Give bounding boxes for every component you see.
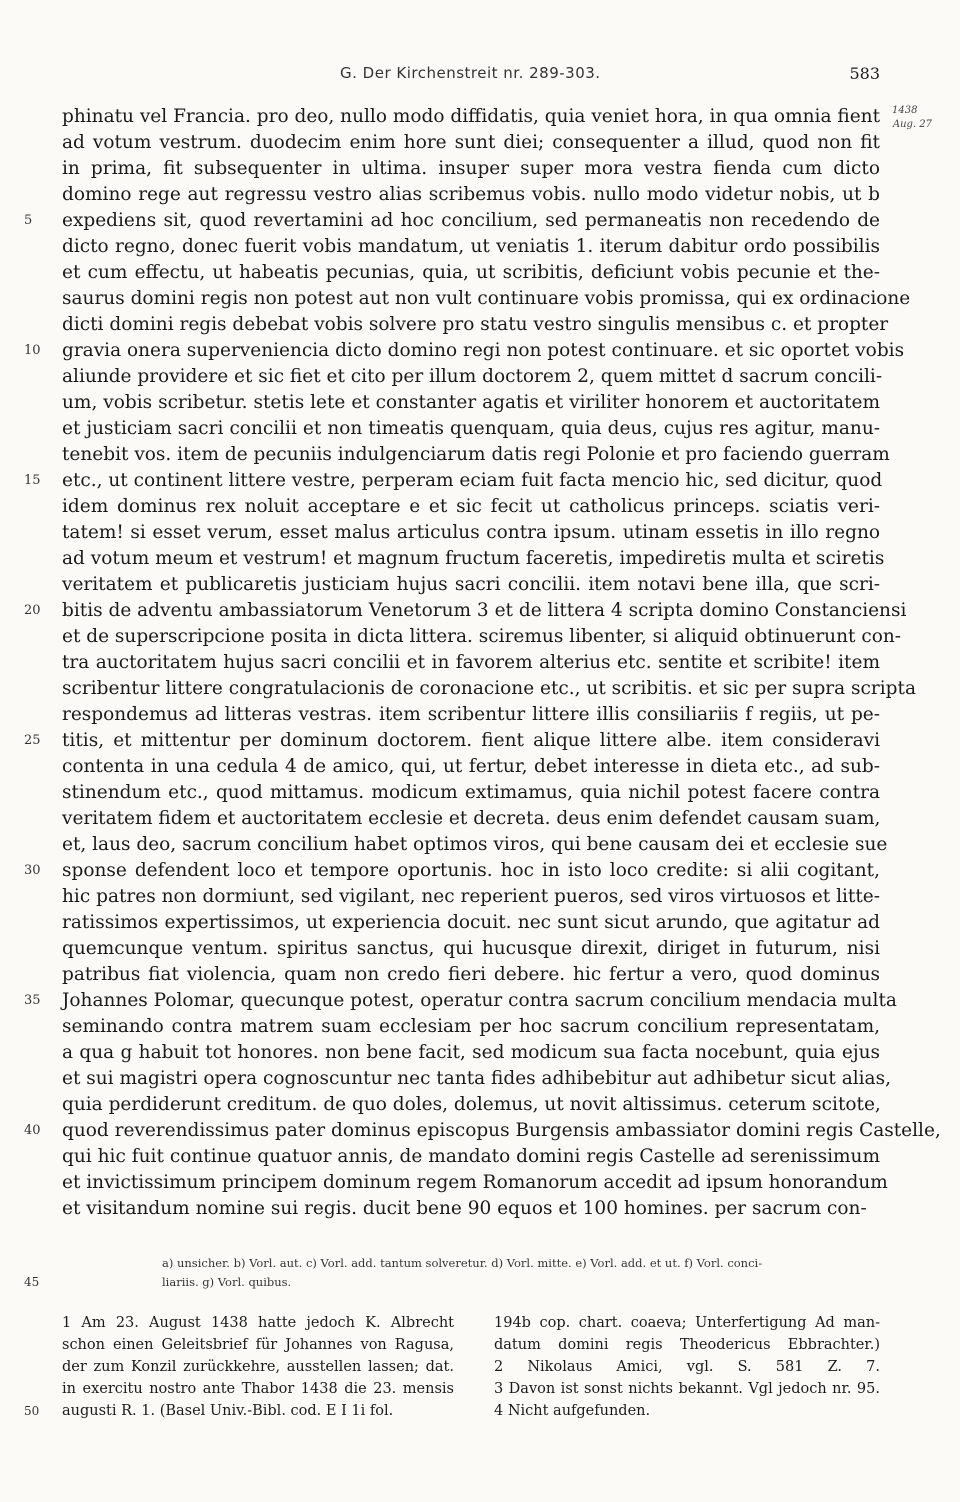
body-line xyxy=(62,494,880,520)
body-line xyxy=(62,104,880,130)
body-text: idem dominus rex noluit acceptare e et sic fecit ut catholicus princeps. sciatis veri- xyxy=(62,496,880,517)
body-line xyxy=(62,286,911,312)
footnote-line xyxy=(494,1378,880,1400)
body-line xyxy=(24,208,880,234)
body-line xyxy=(62,676,916,702)
footnote-text: der zum Konzil zurückkehre, ausstellen lassen; dat. xyxy=(62,1359,454,1375)
body-text: saurus domini regis non potest aut non vult continuare vobis promissa, qui ex ordinacione xyxy=(62,288,911,309)
body-line xyxy=(62,572,880,598)
line-number: 45 xyxy=(24,1275,40,1289)
body-line xyxy=(62,260,880,286)
footnotes-left-column xyxy=(24,1312,454,1422)
body-line xyxy=(62,390,880,416)
page-number: 583 xyxy=(849,64,880,83)
footnote-text: 1 Am 23. August 1438 hatte jedoch K. Albrecht xyxy=(62,1315,454,1331)
footnote-text: augusti R. 1. (Basel Univ.-Bibl. cod. E I 1i fol. xyxy=(62,1403,394,1419)
body-text: stinendum etc., quod mittamus. modicum extimamus, quia nichil potest facere contra xyxy=(62,782,880,803)
body-text: a qua g habuit tot honores. non bene facit, sed modicum sua facta nocebunt, quia ejus xyxy=(62,1042,880,1063)
body-text: dicto regno, donec fuerit vobis mandatum, ut veniatis 1. iterum dabitur ordo possibilis xyxy=(62,236,880,257)
body-line xyxy=(62,416,880,442)
line-number: 15 xyxy=(24,473,41,488)
footnote-line xyxy=(62,1378,454,1400)
body-text: qui hic fuit continue quatuor annis, de mandato domini regis Castelle ad serenissimum xyxy=(62,1146,880,1167)
footnote-line xyxy=(494,1356,880,1378)
margin-day: Aug. 27 xyxy=(892,119,932,130)
running-title: G. Der Kirchenstreit nr. 289-303. xyxy=(340,64,601,82)
body-text: titis, et mittentur per dominum doctorem. fient alique littere albe. item consideravi xyxy=(62,730,880,751)
body-line xyxy=(62,936,880,962)
body-text: domino rege aut regressu vestro alias scribemus vobis. nullo modo videtur nobis, ut b xyxy=(62,184,880,205)
body-line xyxy=(62,130,880,156)
footnote-line xyxy=(62,1312,454,1334)
footnotes-right-column xyxy=(494,1312,880,1422)
apparatus-text: liariis. g) Vorl. quibus. xyxy=(162,1275,292,1289)
body-line xyxy=(24,598,907,624)
line-number: 40 xyxy=(24,1123,41,1138)
line-number: 50 xyxy=(24,1404,40,1418)
footnote-line xyxy=(494,1312,880,1334)
body-line xyxy=(62,624,901,650)
body-line xyxy=(62,806,880,832)
body-text: ad votum meum et vestrum! et magnum fructum faceretis, impediretis multa et sciretis xyxy=(62,548,885,569)
line-number: 5 xyxy=(24,213,33,228)
body-text: veritatem et publicaretis justiciam hujus sacri concilii. item notavi bene illa, que scri- xyxy=(62,574,880,595)
body-line xyxy=(62,312,889,338)
body-line xyxy=(24,728,880,754)
body-line xyxy=(62,910,880,936)
body-line xyxy=(62,962,880,988)
body-line xyxy=(62,1040,880,1066)
body-text: respondemus ad litteras vestras. item scribentur littere illis consiliariis f regiis, ut pe- xyxy=(62,704,880,725)
body-line xyxy=(62,832,888,858)
body-text: et invictissimum principem dominum regem Romanorum accedit ad ipsum honorandum xyxy=(62,1172,888,1193)
line-number: 35 xyxy=(24,993,41,1008)
footnote-text: in exercitu nostro ante Thabor 1438 die 23. mensis xyxy=(62,1381,454,1397)
body-text: contenta in una cedula 4 de amico, qui, ut fertur, debet interesse in dieta etc., ad sub- xyxy=(62,756,880,777)
body-text: aliunde providere et sic fiet et cito per illum doctorem 2, quem mittet d sacrum concili- xyxy=(62,366,883,387)
margin-year: 1438 xyxy=(892,105,918,116)
body-line xyxy=(62,780,880,806)
body-text: bitis de adventu ambassiatorum Venetorum 3 et de littera 4 scripta domino Constanciensi xyxy=(62,600,907,621)
body-line xyxy=(62,1066,891,1092)
body-line xyxy=(24,988,897,1014)
body-text: et justiciam sacri concilii et non timeatis quenquam, quia deus, cujus res agitur, manu- xyxy=(62,418,880,439)
body-text: et, laus deo, sacrum concilium habet optimos viros, qui bene causam dei et ecclesie sue xyxy=(62,834,888,855)
body-text: dicti domini regis debebat vobis solvere pro statu vestro singulis mensibus c. et propter xyxy=(62,314,889,335)
body-line xyxy=(62,442,890,468)
body-text: et sui magistri opera cognoscuntur nec tanta fides adhibebitur aut adhibetur sicut alias, xyxy=(62,1068,891,1089)
body-text: expediens sit, quod revertamini ad hoc concilium, sed permaneatis non recedendo de xyxy=(62,210,880,231)
body-text: quod reverendissimus pater dominus episcopus Burgensis ambassiator domini regis Castelle, xyxy=(62,1120,941,1141)
apparatus-text: a) unsicher. b) Vorl. aut. c) Vorl. add. tantum solveretur. d) Vorl. mitte. e) Vorl. add. et ut. f) Vorl. conci- xyxy=(162,1256,763,1270)
body-text: tra auctoritatem hujus sacri concilii et in favorem alterius etc. sentite et scribite! item xyxy=(62,652,880,673)
apparatus-line xyxy=(24,1273,880,1292)
body-text: ratissimos expertissimos, ut experiencia docuit. nec sunt sicut arundo, que agitatur ad xyxy=(62,912,880,933)
line-number: 30 xyxy=(24,863,41,878)
body-text: veritatem fidem et auctoritatem ecclesie et decreta. deus enim defendet causam suam, xyxy=(62,808,881,829)
body-text: quia perdiderunt creditum. de quo doles, dolemus, ut novit altissimus. ceterum scitote, xyxy=(62,1094,881,1115)
body-line xyxy=(62,364,883,390)
body-text: quemcunque ventum. spiritus sanctus, qui hucusque direxit, diriget in futurum, nisi xyxy=(62,938,880,959)
body-line xyxy=(62,156,880,182)
body-line xyxy=(62,754,880,780)
body-line xyxy=(62,520,880,546)
body-text: in prima, fit subsequenter in ultima. insuper super mora vestra fienda cum dicto xyxy=(62,158,880,179)
footnote-text: datum domini regis Theodericus Ebbrachter.) xyxy=(494,1337,880,1353)
footnote-text: schon einen Geleitsbrief für Johannes von Ragusa, xyxy=(62,1337,454,1353)
body-line xyxy=(62,1196,880,1222)
footnote-text: 194b cop. chart. coaeva; Unterfertigung Ad man- xyxy=(494,1315,880,1331)
margin-date-note xyxy=(884,104,940,132)
body-line xyxy=(62,884,880,910)
body-text: etc., ut continent littere vestre, perperam eciam fuit facta mencio hic, sed dicitur, quod xyxy=(62,470,883,491)
body-text: et cum effectu, ut habeatis pecunias, quia, ut scribitis, deficiunt vobis pecunie et the- xyxy=(62,262,880,283)
body-text: scribentur littere congratulacionis de coronacione etc., ut scribitis. et sic per supra scripta xyxy=(62,678,916,699)
body-text: et de superscripcione posita in dicta littera. sciremus libenter, si aliquid obtinuerunt con- xyxy=(62,626,901,647)
body-line xyxy=(24,468,883,494)
body-line xyxy=(62,546,885,572)
body-line xyxy=(62,1144,880,1170)
line-number: 10 xyxy=(24,343,41,358)
footnote-text: 2 Nikolaus Amici, vgl. S. 581 Z. 7. xyxy=(494,1359,880,1375)
critical-apparatus xyxy=(24,1254,880,1292)
body-text: seminando contra matrem suam ecclesiam per hoc sacrum concilium representatam, xyxy=(62,1016,880,1037)
body-text: tenebit vos. item de pecuniis indulgenciarum datis regi Polonie et pro faciendo guerram xyxy=(62,444,890,465)
body-text: sponse defendent loco et tempore oportunis. hoc in isto loco credite: si alii cogitant, xyxy=(62,860,880,881)
body-line xyxy=(24,338,905,364)
body-line xyxy=(62,1014,880,1040)
body-line xyxy=(62,1092,880,1118)
footnote-line xyxy=(494,1334,880,1356)
body-line xyxy=(24,858,880,884)
body-text: et visitandum nomine sui regis. ducit bene 90 equos et 100 homines. per sacrum con- xyxy=(62,1198,867,1219)
body-text: phinatu vel Francia. pro deo, nullo modo diffidatis, quia veniet hora, in qua omnia fient xyxy=(62,106,880,127)
footnote-text: 3 Davon ist sonst nichts bekannt. Vgl jedoch nr. 95. xyxy=(494,1381,880,1397)
body-text: hic patres non dormiunt, sed vigilant, nec reperient pueros, sed viros virtuosos et litte- xyxy=(62,886,880,907)
body-text: ad votum vestrum. duodecim enim hore sunt diei; consequenter a illud, quod non fit xyxy=(62,132,880,153)
footnote-line xyxy=(494,1400,880,1422)
page-header xyxy=(60,64,880,88)
body-line xyxy=(62,1170,888,1196)
line-number: 20 xyxy=(24,603,41,618)
footnote-line xyxy=(24,1400,454,1422)
footnote-line xyxy=(62,1356,454,1378)
apparatus-line xyxy=(62,1254,880,1273)
body-line xyxy=(62,650,880,676)
footnote-text: 4 Nicht aufgefunden. xyxy=(494,1403,651,1419)
body-text: tatem! si esset verum, esset malus articulus contra ipsum. utinam essetis in illo regno xyxy=(62,522,880,543)
body-line xyxy=(62,182,880,208)
body-text: gravia onera superveniencia dicto domino regi non potest continuare. et sic oportet vobis xyxy=(62,340,905,361)
body-line xyxy=(62,702,880,728)
body-text: Johannes Polomar, quecunque potest, operatur contra sacrum concilium mendacia multa xyxy=(62,990,897,1011)
body-line xyxy=(62,234,880,260)
line-number: 25 xyxy=(24,733,41,748)
footnote-line xyxy=(62,1334,454,1356)
body-text: um, vobis scribetur. stetis lete et constanter agatis et viriliter honorem et auctoritatem xyxy=(62,392,880,413)
body-line xyxy=(24,1118,941,1144)
body-text: patribus fiat violencia, quam non credo fieri debere. hic fertur a vero, quod dominus xyxy=(62,964,880,985)
